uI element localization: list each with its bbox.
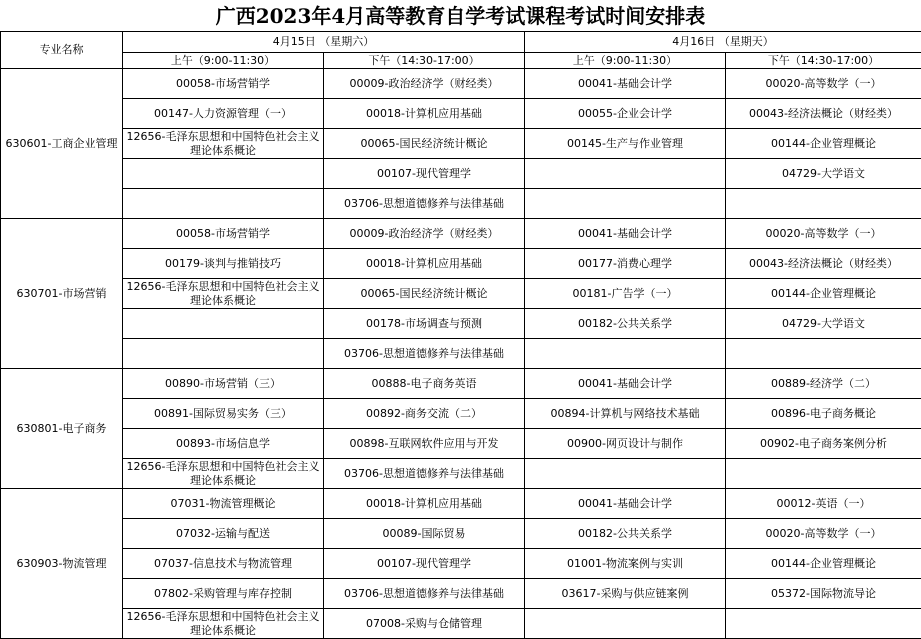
course-cell [525, 219, 726, 249]
course-cell [525, 339, 726, 369]
course-cell [525, 189, 726, 219]
course-label: 00018-计算机应用基础 [324, 107, 524, 121]
table-row [1, 279, 921, 309]
course-cell [726, 489, 921, 519]
header-row-sessions [1, 53, 921, 69]
course-cell [324, 429, 525, 459]
course-label: 12656-毛泽东思想和中国特色社会主义理论体系概论 [123, 130, 323, 158]
day1-afternoon-header: 下午（14:30-17:00） [324, 53, 525, 69]
course-cell [726, 519, 921, 549]
course-cell [726, 279, 921, 309]
course-label: 00888-电子商务英语 [324, 377, 524, 391]
course-label: 00058-市场营销学 [123, 77, 323, 91]
table-row [1, 309, 921, 339]
course-cell [525, 99, 726, 129]
table-row [1, 189, 921, 219]
course-cell [324, 399, 525, 429]
course-cell [123, 159, 324, 189]
table-row [1, 459, 921, 489]
table-row [1, 219, 921, 249]
course-label: 00041-基础会计学 [525, 377, 725, 391]
course-cell [123, 459, 324, 489]
course-cell [324, 339, 525, 369]
course-label: 00041-基础会计学 [525, 497, 725, 511]
course-label: 00020-高等数学（一） [726, 527, 921, 541]
course-cell [324, 369, 525, 399]
course-cell [525, 399, 726, 429]
table-row [1, 339, 921, 369]
table-row [1, 159, 921, 189]
course-label: 00182-公共关系学 [525, 317, 725, 331]
course-label: 03706-思想道德修养与法律基础 [324, 347, 524, 361]
course-cell [123, 99, 324, 129]
course-label: 07037-信息技术与物流管理 [123, 557, 323, 571]
course-cell [525, 549, 726, 579]
course-label: 00009-政治经济学（财经类） [324, 227, 524, 241]
course-cell [324, 519, 525, 549]
course-cell [726, 189, 921, 219]
course-cell [324, 99, 525, 129]
course-label: 00177-消费心理学 [525, 257, 725, 271]
course-label: 12656-毛泽东思想和中国特色社会主义理论体系概论 [123, 460, 323, 488]
major-column-header: 专业名称 [1, 32, 123, 69]
course-label: 12656-毛泽东思想和中国特色社会主义理论体系概论 [123, 280, 323, 308]
course-cell [726, 429, 921, 459]
course-label: 00018-计算机应用基础 [324, 257, 524, 271]
course-cell [123, 369, 324, 399]
course-cell [525, 129, 726, 159]
course-cell [123, 429, 324, 459]
course-label: 00178-市场调查与预测 [324, 317, 524, 331]
course-cell [123, 69, 324, 99]
course-cell [525, 489, 726, 519]
course-label: 00896-电子商务概论 [726, 407, 921, 421]
course-cell [726, 219, 921, 249]
course-cell [726, 459, 921, 489]
course-cell [324, 549, 525, 579]
course-cell [123, 489, 324, 519]
course-label: 03706-思想道德修养与法律基础 [324, 467, 524, 481]
course-cell [123, 129, 324, 159]
table-row [1, 99, 921, 129]
course-cell [726, 69, 921, 99]
table-row [1, 579, 921, 609]
course-cell [123, 399, 324, 429]
course-cell [324, 69, 525, 99]
day1-header: 4月15日 （星期六） [123, 32, 525, 53]
course-label: 00041-基础会计学 [525, 77, 725, 91]
course-label: 03617-采购与供应链案例 [525, 587, 725, 601]
day2-morning-header: 上午（9:00-11:30） [525, 53, 726, 69]
course-cell [525, 519, 726, 549]
course-label: 00144-企业管理概论 [726, 137, 921, 151]
course-label: 00107-现代管理学 [324, 557, 524, 571]
course-label: 00012-英语（一） [726, 497, 921, 511]
course-label: 00147-人力资源管理（一） [123, 107, 323, 121]
course-label: 00055-企业会计学 [525, 107, 725, 121]
course-label: 00145-生产与作业管理 [525, 137, 725, 151]
exam-schedule-table [0, 31, 921, 639]
course-label: 00058-市场营销学 [123, 227, 323, 241]
course-cell [726, 609, 921, 639]
course-label: 00893-市场信息学 [123, 437, 323, 451]
header-row-days [1, 32, 921, 53]
course-label: 03706-思想道德修养与法律基础 [324, 197, 524, 211]
course-cell [726, 369, 921, 399]
course-label: 00892-商务交流（二） [324, 407, 524, 421]
course-cell [525, 309, 726, 339]
course-cell [726, 129, 921, 159]
course-cell [123, 579, 324, 609]
course-label: 00144-企业管理概论 [726, 557, 921, 571]
course-cell [324, 309, 525, 339]
course-label: 07008-采购与仓储管理 [324, 617, 524, 631]
course-label: 00181-广告学（一） [525, 287, 725, 301]
table-row [1, 249, 921, 279]
course-label: 01001-物流案例与实训 [525, 557, 725, 571]
day2-header: 4月16日 （星期天） [525, 32, 921, 53]
course-cell [123, 609, 324, 639]
major-name: 630601-工商企业管理 [1, 69, 123, 219]
course-label: 00043-经济法概论（财经类） [726, 257, 921, 271]
course-cell [726, 99, 921, 129]
course-label: 04729-大学语文 [726, 167, 921, 181]
major-name: 630801-电子商务 [1, 369, 123, 489]
table-row [1, 609, 921, 639]
course-cell [123, 249, 324, 279]
course-cell [123, 279, 324, 309]
course-label: 07802-采购管理与库存控制 [123, 587, 323, 601]
course-label: 00041-基础会计学 [525, 227, 725, 241]
course-cell [324, 609, 525, 639]
course-cell [525, 459, 726, 489]
course-label: 00089-国际贸易 [324, 527, 524, 541]
course-label: 00065-国民经济统计概论 [324, 137, 524, 151]
course-cell [726, 339, 921, 369]
course-cell [324, 279, 525, 309]
course-cell [123, 189, 324, 219]
course-label: 00889-经济学（二） [726, 377, 921, 391]
course-cell [324, 579, 525, 609]
course-label: 00182-公共关系学 [525, 527, 725, 541]
course-label: 00891-国际贸易实务（三） [123, 407, 323, 421]
course-cell [123, 339, 324, 369]
course-cell [726, 579, 921, 609]
course-label: 00107-现代管理学 [324, 167, 524, 181]
course-cell [123, 309, 324, 339]
course-cell [525, 159, 726, 189]
course-cell [525, 609, 726, 639]
table-row [1, 129, 921, 159]
table-row [1, 69, 921, 99]
course-cell [123, 519, 324, 549]
course-cell [726, 399, 921, 429]
course-label: 00020-高等数学（一） [726, 227, 921, 241]
course-cell [525, 69, 726, 99]
course-label: 07032-运输与配送 [123, 527, 323, 541]
course-cell [525, 279, 726, 309]
table-row [1, 399, 921, 429]
course-cell [123, 549, 324, 579]
course-label: 00179-谈判与推销技巧 [123, 257, 323, 271]
course-cell [726, 159, 921, 189]
course-cell [525, 429, 726, 459]
course-cell [123, 219, 324, 249]
course-label: 00890-市场营销（三） [123, 377, 323, 391]
major-name: 630701-市场营销 [1, 219, 123, 369]
course-cell [726, 309, 921, 339]
page-title: 广西2023年4月高等教育自学考试课程考试时间安排表 [0, 0, 921, 32]
course-cell [324, 219, 525, 249]
course-label: 03706-思想道德修养与法律基础 [324, 587, 524, 601]
course-label: 00018-计算机应用基础 [324, 497, 524, 511]
course-label: 00900-网页设计与制作 [525, 437, 725, 451]
table-row [1, 519, 921, 549]
course-label: 00065-国民经济统计概论 [324, 287, 524, 301]
course-cell [324, 189, 525, 219]
course-label: 00898-互联网软件应用与开发 [324, 437, 524, 451]
course-cell [324, 159, 525, 189]
course-cell [525, 579, 726, 609]
course-label: 00043-经济法概论（财经类） [726, 107, 921, 121]
course-cell [324, 459, 525, 489]
day2-afternoon-header: 下午（14:30-17:00） [726, 53, 921, 69]
course-cell [726, 549, 921, 579]
course-cell [525, 249, 726, 279]
course-label: 00020-高等数学（一） [726, 77, 921, 91]
course-cell [324, 489, 525, 519]
table-row [1, 369, 921, 399]
course-label: 00009-政治经济学（财经类） [324, 77, 524, 91]
course-label: 00144-企业管理概论 [726, 287, 921, 301]
course-cell [324, 129, 525, 159]
course-label: 00894-计算机与网络技术基础 [525, 407, 725, 421]
course-cell [324, 249, 525, 279]
day1-morning-header: 上午（9:00-11:30） [123, 53, 324, 69]
table-row [1, 489, 921, 519]
major-name: 630903-物流管理 [1, 489, 123, 639]
course-label: 00902-电子商务案例分析 [726, 437, 921, 451]
table-row [1, 429, 921, 459]
course-label: 12656-毛泽东思想和中国特色社会主义理论体系概论 [123, 610, 323, 638]
course-label: 05372-国际物流导论 [726, 587, 921, 601]
course-cell [525, 369, 726, 399]
course-label: 07031-物流管理概论 [123, 497, 323, 511]
course-cell [726, 249, 921, 279]
course-label: 04729-大学语文 [726, 317, 921, 331]
table-row [1, 549, 921, 579]
